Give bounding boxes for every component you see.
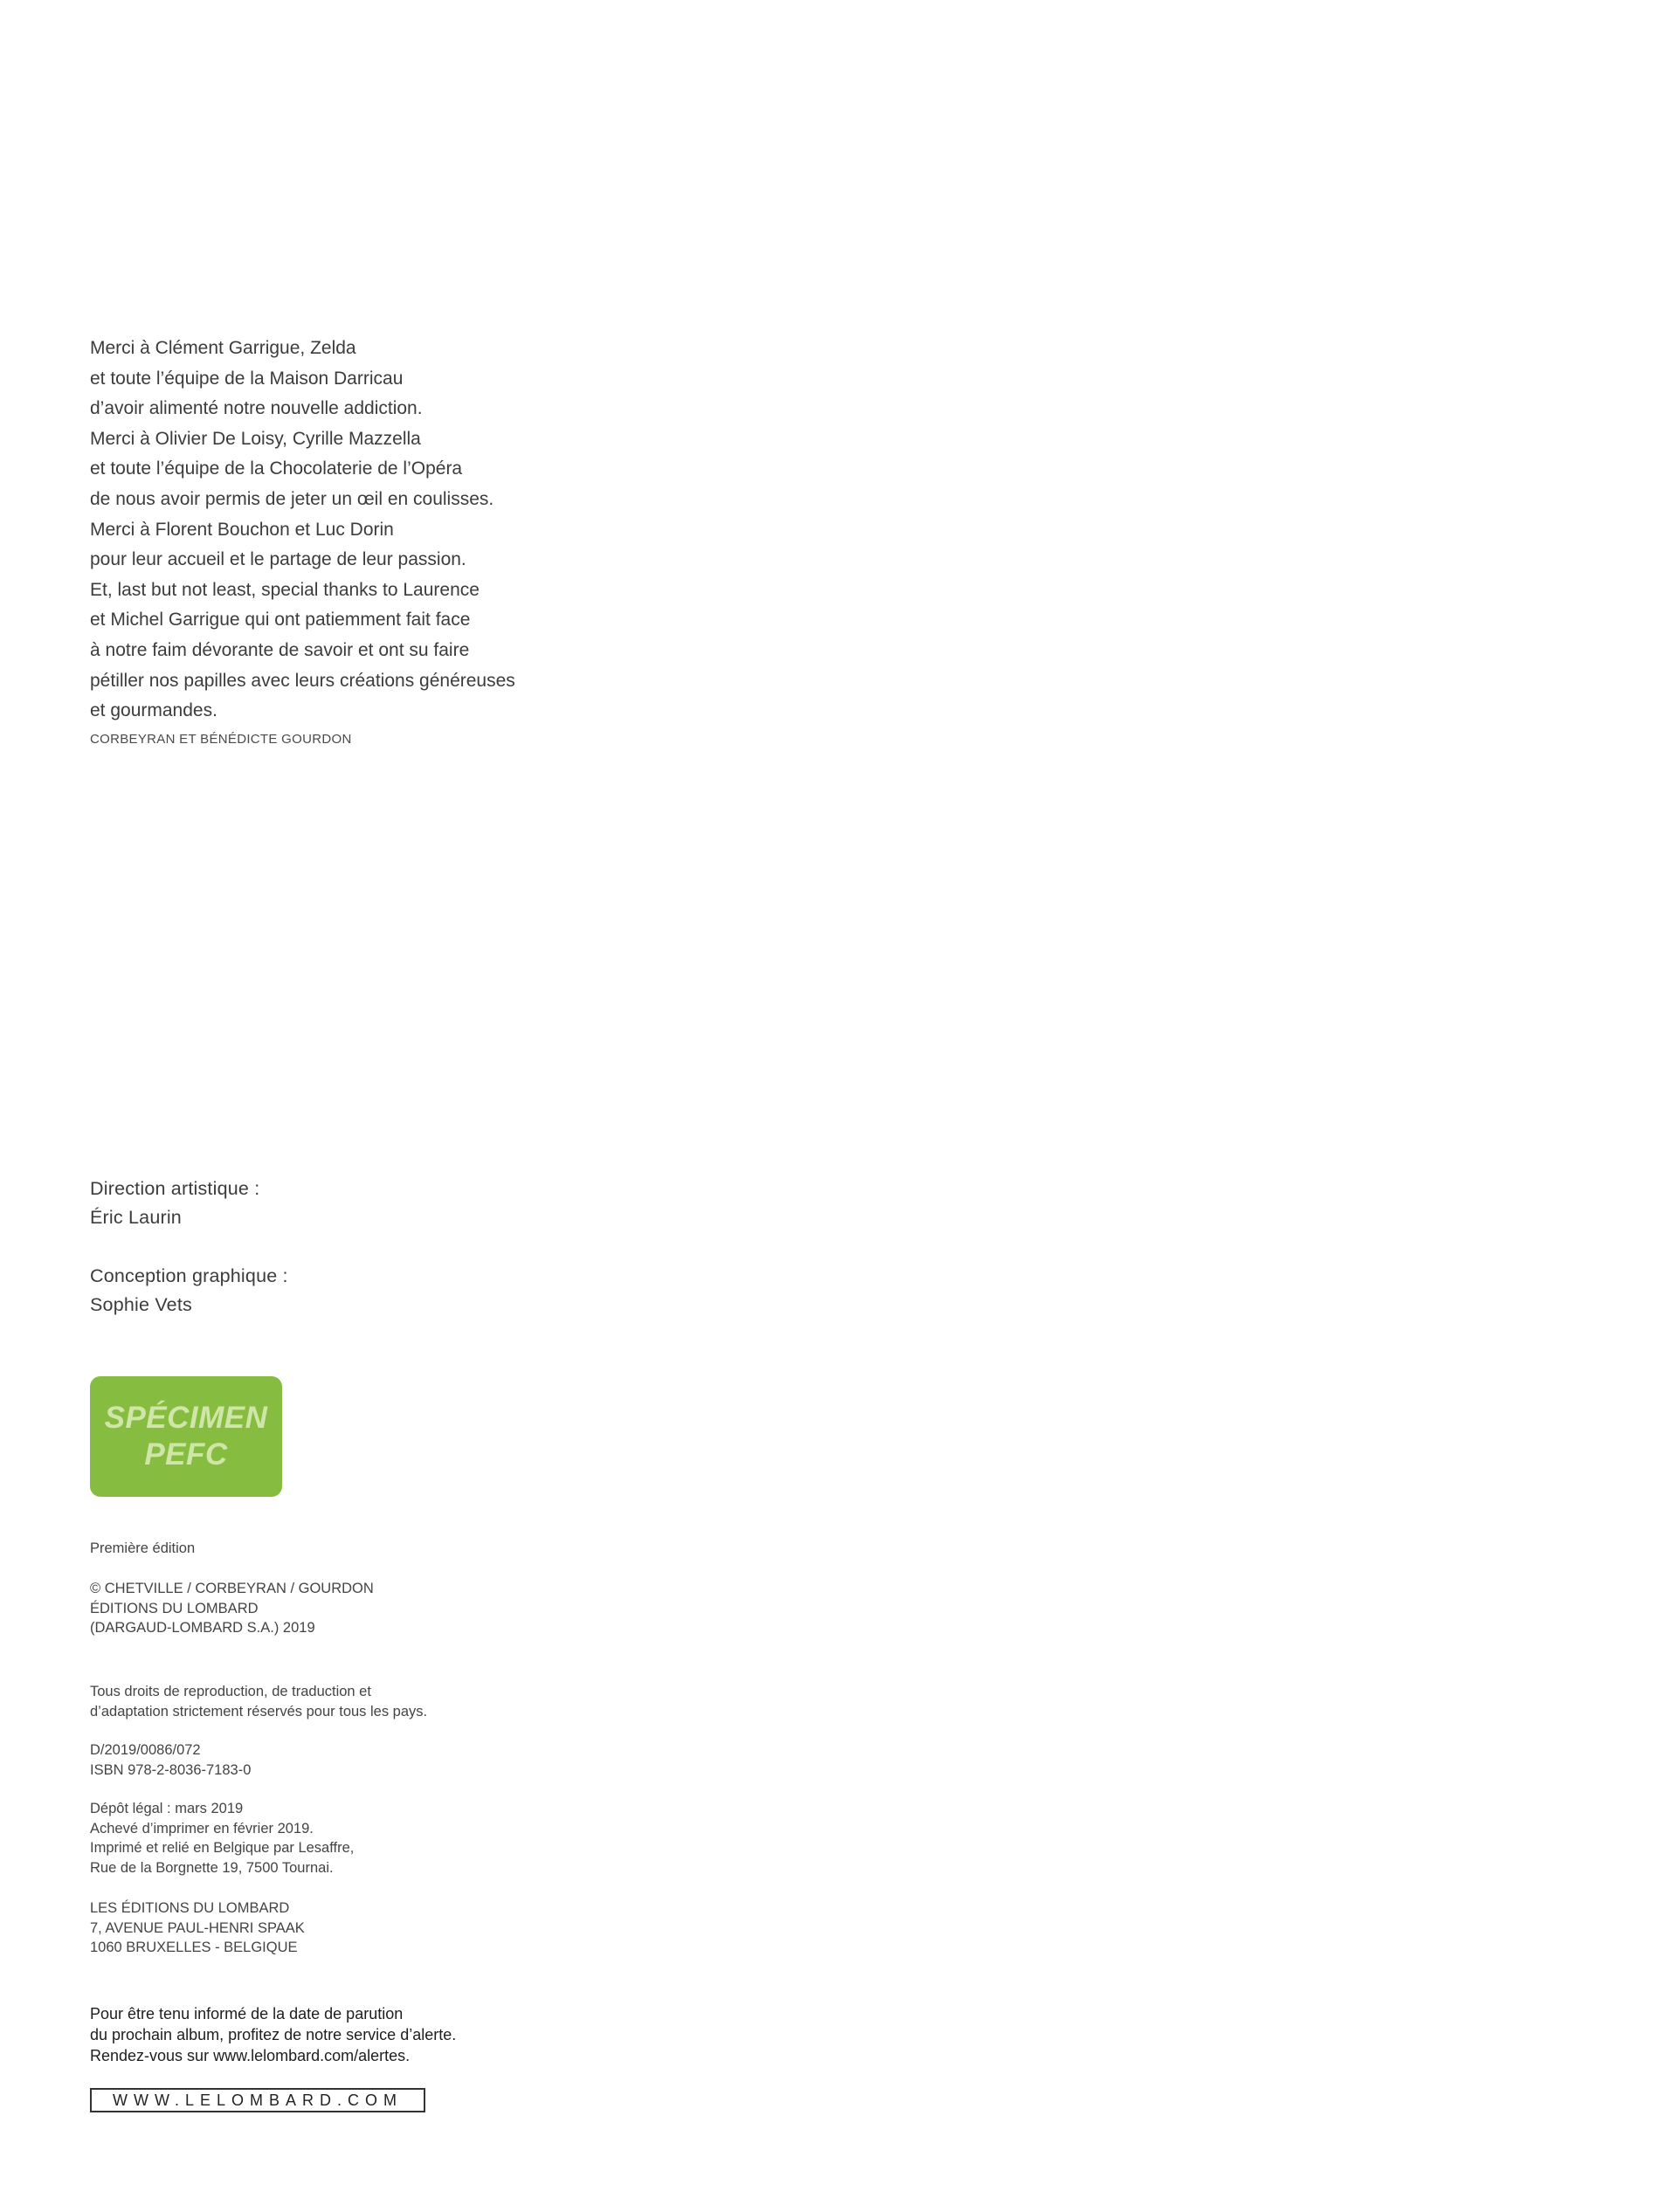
badge-line: PEFC [144,1437,228,1471]
rights-line: d’adaptation strictement réservés pour tous les pays. [90,1703,428,1719]
newsletter-line: Rendez-vous sur www.lelombard.com/alertes. [90,2047,411,2064]
rights-notice [90,1682,427,1721]
address-line: LES ÉDITIONS DU LOMBARD [90,1900,290,1916]
art-direction-credit [90,1175,259,1232]
address-line: 7, AVENUE PAUL-HENRI SPAAK [90,1919,305,1936]
graphic-design-credit [90,1262,288,1320]
art-direction-name: Éric Laurin [90,1207,182,1228]
acknowledgement-line: et toute l’équipe de la Chocolaterie de l’Opéra [90,458,463,479]
printing-line: Achevé d’imprimer en février 2019. [90,1820,314,1836]
newsletter-line: Pour être tenu informé de la date de parution [90,2005,404,2022]
acknowledgement-line: Merci à Florent Bouchon et Luc Dorin [90,519,394,540]
isbn: ISBN 978-2-8036-7183-0 [90,1761,252,1778]
newsletter-note [90,2003,456,2066]
acknowledgement-line: Merci à Clément Garrigue, Zelda [90,338,356,358]
acknowledgement-signature: CORBEYRAN ET BÉNÉDICTE GOURDON [90,731,352,747]
acknowledgement-line: pétiller nos papilles avec leurs créations généreuses [90,670,515,691]
copyright-line: (DARGAUD-LOMBARD S.A.) 2019 [90,1620,315,1636]
badge-line: SPÉCIMEN [104,1401,268,1435]
printing-line: Rue de la Borgnette 19, 7500 Tournai. [90,1859,334,1876]
printing-line: Imprimé et relié en Belgique par Lesaffre, [90,1840,355,1856]
acknowledgement-line: et Michel Garrigue qui ont patiemment fait face [90,610,471,631]
graphic-design-label: Conception graphique : [90,1265,288,1286]
acknowledgement-line: pour leur accueil et le partage de leur passion. [90,549,466,570]
edition-note: Première édition [90,1540,196,1556]
newsletter-line: du prochain album, profitez de notre service d’alerte. [90,2026,457,2043]
pefc-specimen-badge [90,1376,282,1497]
acknowledgement-line: et toute l’équipe de la Maison Darricau [90,368,404,389]
art-direction-label: Direction artistique : [90,1178,260,1199]
address-line: 1060 BRUXELLES - BELGIQUE [90,1940,298,1955]
acknowledgement-line: à notre faim dévorante de savoir et ont su faire [90,639,470,660]
printing-line: Dépôt légal : mars 2019 [90,1801,244,1816]
acknowledgement-line: Merci à Olivier De Loisy, Cyrille Mazzella [90,428,421,449]
copyright-notice [90,1579,374,1638]
legal-deposit-number: D/2019/0086/072 [90,1742,201,1758]
acknowledgement-line: d’avoir alimenté notre nouvelle addiction. [90,398,423,419]
acknowledgements [90,334,701,753]
rights-line: Tous droits de reproduction, de traduction et [90,1684,371,1699]
graphic-design-name: Sophie Vets [90,1294,192,1315]
copyright-line: ÉDITIONS DU LOMBARD [90,1600,259,1616]
acknowledgement-line: de nous avoir permis de jeter un œil en coulisses. [90,488,494,509]
publisher-address [90,1898,305,1958]
website-link[interactable]: WWW.LELOMBARD.COM [90,2088,425,2112]
copyright-line: © CHETVILLE / CORBEYRAN / GOURDON [90,1581,374,1596]
printing-info [90,1799,354,1878]
acknowledgement-line: et gourmandes. [90,700,217,721]
legal-identifiers [90,1740,251,1780]
acknowledgement-line: Et, last but not least, special thanks to Laurence [90,579,480,600]
